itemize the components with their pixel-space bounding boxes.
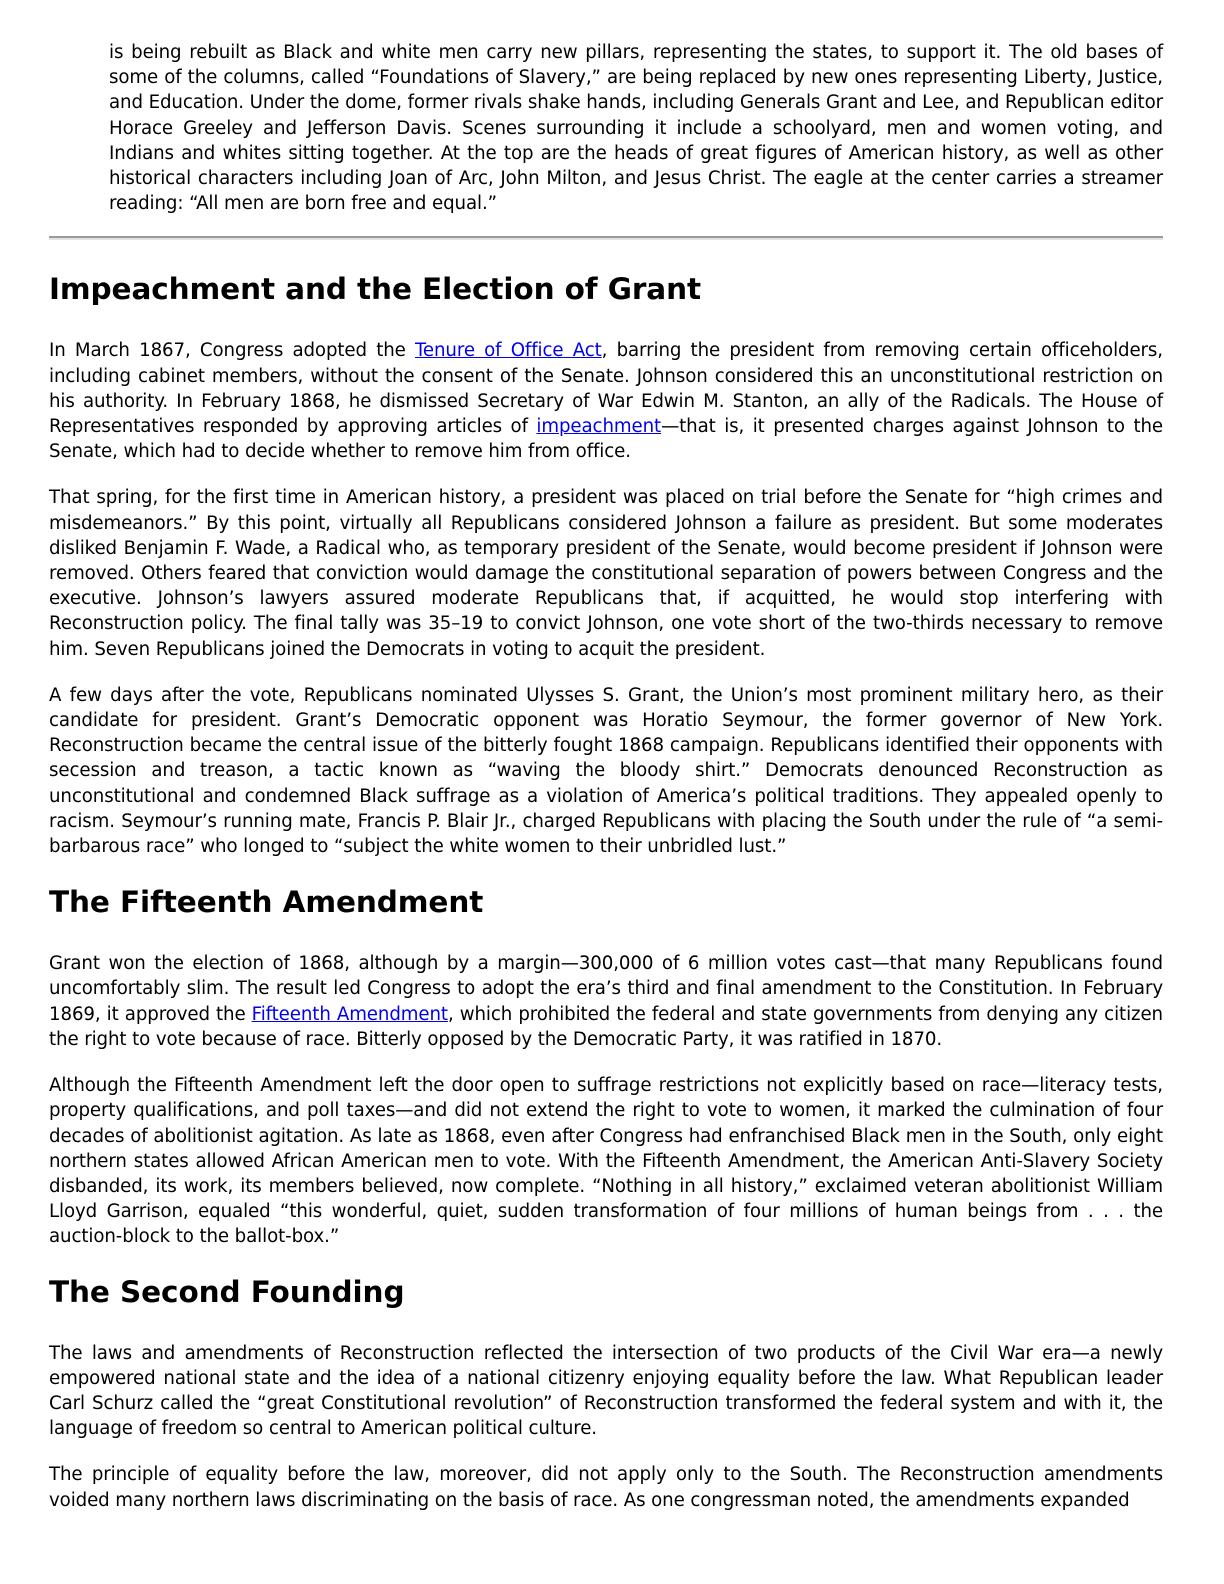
text-span: , which prohibited the federal and state governments from denying any citizen the right to vote because of race. Bitterly opposed by the Democratic Party, it was ratified in 1870. xyxy=(49,1003,1163,1050)
link-impeachment[interactable]: impeachment xyxy=(536,416,662,438)
link-tenure-of-office-act[interactable]: Tenure of Office Act xyxy=(414,340,602,362)
text-span: , barring the president from removing certain officeholders, including cabinet members, without the consent of the Senate. Johnson considered this an unconstitutional restriction on his authority. In February 1868, he dismissed Secretary of War Edwin M. Stanton, an ally of the Radicals. The House of Representatives responded by approving articles of xyxy=(49,340,1163,438)
paragraph-impeachment-3: A few days after the vote, Republicans nominated Ulysses S. Grant, the Union’s most prominent military hero, as their candidate for president. Grant’s Democratic opponent was Horatio Seymour, the former governor of New York. Reconstruction became the central issue of the bitterly fought 1868 campaign. Republicans identified their opponents with secession and treason, a tactic known as “waving the bloody shirt.” Democrats denounced Reconstruction as unconstitutional and condemned Black suffrage as a violation of America’s political traditions. They appealed openly to racism. Seymour’s running mate, Francis P. Blair Jr., charged Republicans with placing the South under the rule of “a semi-barbarous race” who longed to “subject the white women to their unbridled lust.” xyxy=(49,684,1163,858)
image-caption: is being rebuilt as Black and white men carry new pillars, representing the states, to support it. The old bases of some of the columns, called “Foundations of Slavery,” are being replaced by new ones representing Liberty, Justice, and Education. Under the dome, former rivals shake hands, including Generals Grant and Lee, and Republican editor Horace Greeley and Jefferson Davis. Scenes surrounding it include a schoolyard, men and women voting, and Indians and whites sitting together. At the top are the heads of great figures of American history, as well as other historical characters including Joan of Arc, John Milton, and Jesus Christ. The eagle at the center carries a streamer reading: “All men are born free and equal.” xyxy=(109,42,1163,215)
paragraph-impeachment-1 xyxy=(49,338,1163,464)
horizontal-divider xyxy=(49,236,1163,240)
paragraph-second-founding-1: The laws and amendments of Reconstruction reflected the intersection of two products of the Civil War era—a newly empowered national state and the idea of a national citizenry enjoying equality before the law. What Republican leader Carl Schurz called the “great Constitutional revolution” of Reconstruction transformed the federal system and with it, the language of freedom so central to American political culture. xyxy=(49,1342,1163,1440)
document-page xyxy=(49,0,1163,1513)
section-heading-second-founding: The Second Founding xyxy=(49,1274,405,1309)
text-span: Grant won the election of 1868, although by a margin—300,000 of 6 million votes cast—that many Republicans found uncomfortably slim. The result led Congress to adopt the era’s third and final amendment to the Constitution. In February 1869, it approved the xyxy=(49,953,1163,1025)
paragraph-impeachment-2: That spring, for the first time in American history, a president was placed on trial before the Senate for “high crimes and misdemeanors.” By this point, virtually all Republicans considered Johnson a failure as president. But some moderates disliked Benjamin F. Wade, a Radical who, as temporary president of the Senate, would become president if Johnson were removed. Others feared that conviction would damage the constitutional separation of powers between Congress and the executive. Johnson’s lawyers assured moderate Republicans that, if acquitted, he would stop interfering with Reconstruction policy. The final tally was 35–19 to convict Johnson, one vote short of the two-thirds necessary to remove him. Seven Republicans joined the Democrats in voting to acquit the president. xyxy=(49,487,1163,660)
section-heading-fifteenth-amendment: The Fifteenth Amendment xyxy=(49,885,484,920)
section-heading-impeachment: Impeachment and the Election of Grant xyxy=(49,272,701,307)
paragraph-fifteenth-1 xyxy=(49,951,1163,1052)
text-span: In March 1867, Congress adopted the xyxy=(49,340,415,362)
paragraph-second-founding-2: The principle of equality before the law, moreover, did not apply only to the South. The Reconstruction amendments voided many northern laws discriminating on the basis of race. As one congressman noted, the amendments expanded xyxy=(49,1464,1163,1511)
text-span: —that is, it presented charges against Johnson to the Senate, which had to decide whether to remove him from office. xyxy=(49,416,1164,463)
link-fifteenth-amendment[interactable]: Fifteenth Amendment xyxy=(251,1003,448,1025)
paragraph-fifteenth-2: Although the Fifteenth Amendment left the door open to suffrage restrictions not explicitly based on race—literacy tests, property qualifications, and poll taxes—and did not extend the right to vote to women, it marked the culmination of four decades of abolitionist agitation. As late as 1868, even after Congress had enfranchised Black men in the South, only eight northern states allowed African American men to vote. With the Fifteenth Amendment, the American Anti-Slavery Society disbanded, its work, its members believed, now complete. “Nothing in all history,” exclaimed veteran abolitionist William Lloyd Garrison, equaled “this wonderful, quiet, sudden transformation of four millions of human beings from . . . the auction-block to the ballot-box.” xyxy=(49,1075,1163,1248)
